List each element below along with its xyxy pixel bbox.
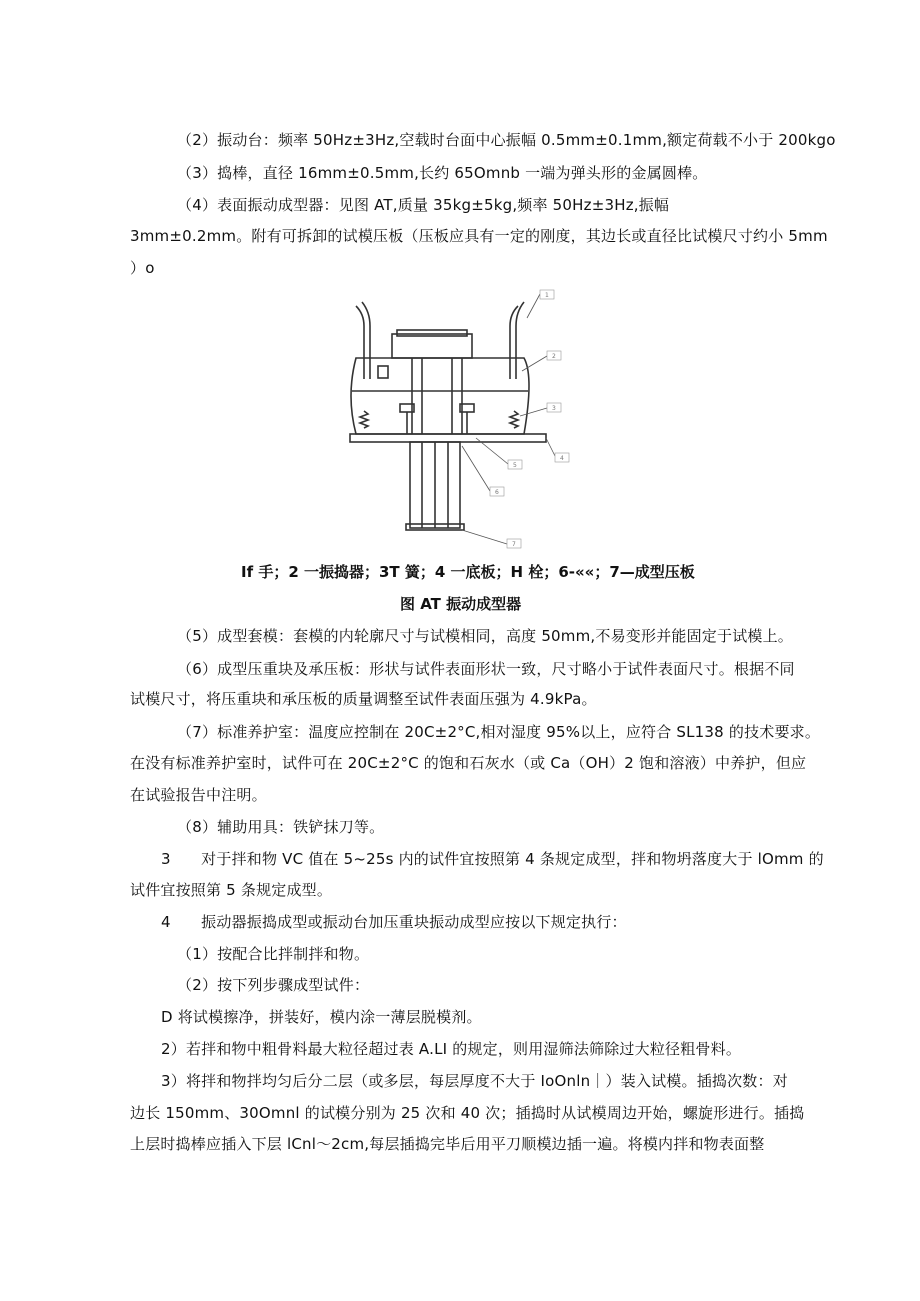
paragraph-line: 上层时捣棒应插入下层 lCnl～2cm,每层插捣完毕后用平刀顺模边插一遍。将模内拌和物表面整	[130, 1135, 765, 1153]
paragraph-line: 3 对于拌和物 VC 值在 5~25s 内的试件宜按照第 4 条规定成型，拌和物坍落度大于 lOmm 的	[161, 850, 824, 868]
callout-2: 2	[552, 353, 556, 360]
paragraph-line: 试模尺寸，将压重块和承压板的质量调整至试件表面压强为 4.9kPa。	[130, 690, 597, 708]
callout-7: 7	[512, 541, 516, 548]
paragraph-line: 试件宜按照第 5 条规定成型。	[130, 881, 333, 899]
paragraph-line: 边长 150mm、30Omnl 的试模分别为 25 次和 40 次；插捣时从试模周边开始，螺旋形进行。插捣	[130, 1104, 805, 1122]
paragraph-line: 在没有标准养护室时，试件可在 20C±2°C 的饱和石灰水（或 Ca（OH）2 饱和溶液）中养护，但应	[130, 754, 807, 772]
paragraph-line: 3）将拌和物拌均匀后分二层（或多层，每层厚度不大于 IoOnln｜）装入试模。插捣次数：对	[161, 1072, 788, 1090]
paragraph-line: 4 振动器振捣成型或振动台加压重块振动成型应按以下规定执行：	[161, 913, 627, 931]
callout-5: 5	[513, 462, 517, 469]
callout-3: 3	[552, 405, 556, 412]
paragraph-line: （3）捣棒，直径 16mm±0.5mm,长约 65Omnb 一端为弹头形的金属圆棒。	[177, 164, 708, 182]
figure-legend: If 手；2 一振捣器；3T 簧；4 一底板；H 栓；6-««；7—成型压板	[241, 563, 695, 581]
paragraph-line: 2）若拌和物中粗骨料最大粒径超过表 A.LI 的规定，则用湿筛法筛除过大粒径粗骨料。	[161, 1040, 742, 1058]
callout-4: 4	[560, 455, 564, 462]
callout-1: 1	[545, 292, 549, 299]
paragraph-line: （2）按下列步骤成型试件：	[177, 976, 370, 994]
paragraph-line: 在试验报告中注明。	[130, 786, 267, 804]
paragraph-line: （1）按配合比拌制拌和物。	[177, 945, 370, 963]
paragraph-line: ）o	[130, 259, 155, 277]
paragraph-line: （7）标准养护室：温度应控制在 20C±2°C,相对湿度 95%以上，应符合 SL138 的技术要求。	[177, 723, 821, 741]
paragraph-line: 3mm±0.2mm。附有可拆卸的试模压板（压板应具有一定的刚度，其边长或直径比试模尺寸约小 5mm	[130, 227, 828, 245]
callout-6: 6	[495, 489, 499, 496]
paragraph-line: （2）振动台：频率 50Hz±3Hz,空载时台面中心振幅 0.5mm±0.1mm,额定荷载不小于 200kgo	[177, 131, 836, 149]
paragraph-line: D 将试模擦净，拼装好，模内涂一薄层脱模剂。	[161, 1008, 482, 1026]
paragraph-line: （8）辅助用具：铁铲抹刀等。	[177, 818, 385, 836]
figure-title: 图 AT 振动成型器	[400, 595, 522, 613]
paragraph-line: （4）表面振动成型器：见图 AT,质量 35kg±5kg,频率 50Hz±3Hz,振幅	[177, 196, 670, 214]
vibration-former-figure	[342, 286, 578, 552]
paragraph-line: （6）成型压重块及承压板：形状与试件表面形状一致，尺寸略小于试件表面尺寸。根据不同	[177, 660, 795, 678]
paragraph-line: （5）成型套模：套模的内轮廓尺寸与试模相同，高度 50mm,不易变形并能固定于试模上。	[177, 627, 793, 645]
